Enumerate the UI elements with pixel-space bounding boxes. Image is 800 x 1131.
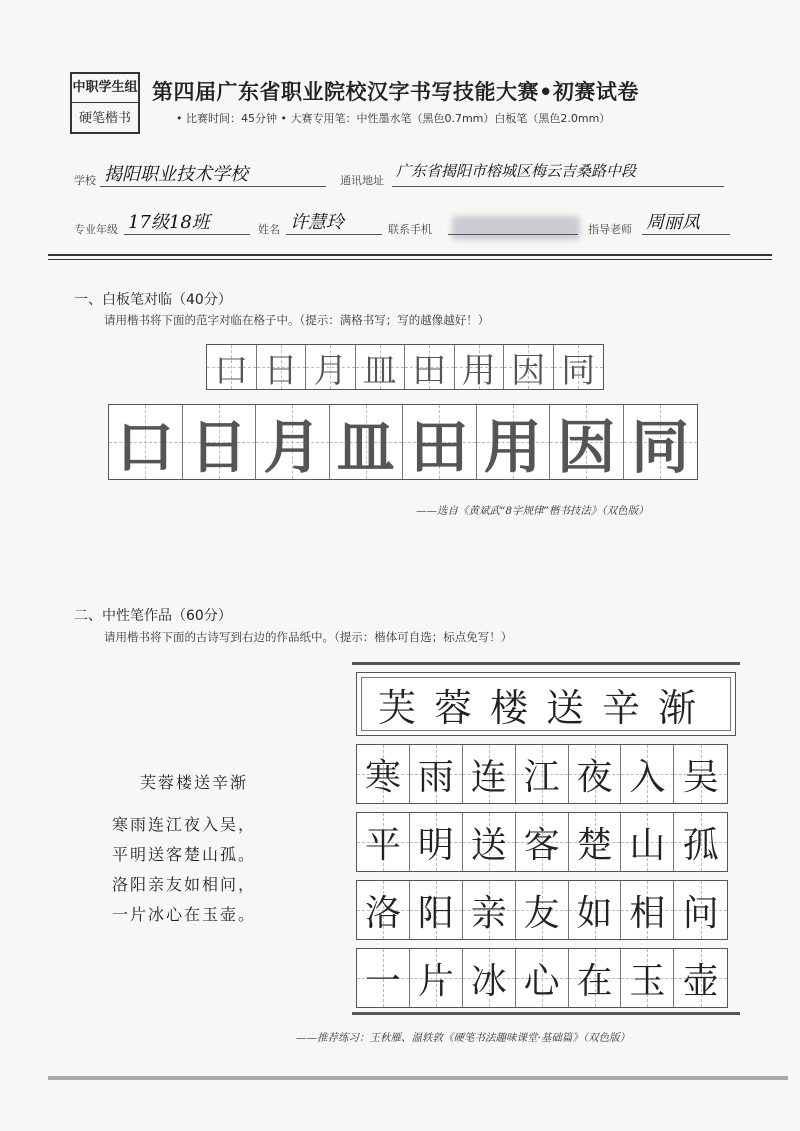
work-char-cell[interactable]: 明 — [410, 813, 463, 871]
phone-underline — [448, 234, 578, 235]
practice-char-cell[interactable]: 因 — [550, 405, 624, 479]
phone-redacted[interactable] — [452, 216, 580, 240]
badge-group-label: 中职学生组 — [72, 74, 138, 103]
section2-instruction: 请用楷书将下面的古诗写到右边的作品纸中。（提示：楷体可自选；标点免写！） — [104, 630, 513, 644]
work-char-cell[interactable]: 一 — [357, 949, 410, 1007]
work-char-cell[interactable]: 平 — [357, 813, 410, 871]
work-char-cell[interactable]: 吴 — [674, 745, 727, 803]
model-char-cell: 田 — [405, 345, 455, 389]
practice-char-cell[interactable]: 田 — [403, 405, 477, 479]
teacher-value[interactable]: 周丽凤 — [646, 212, 700, 233]
name-value[interactable]: 许慧玲 — [290, 212, 344, 233]
badge-style-label: 硬笔楷书 — [78, 111, 131, 126]
section2-credit: ——推荐练习：王秋雁、温轶敦《硬笔书法趣味课堂·基础篇》（双色版） — [296, 1032, 631, 1044]
model-char-cell: 皿 — [356, 345, 406, 389]
work-row-4[interactable] — [356, 948, 728, 1008]
practice-char-cell[interactable]: 同 — [624, 405, 698, 479]
work-char-cell[interactable]: 连 — [463, 745, 516, 803]
model-char-grid — [206, 344, 604, 390]
teacher-label: 指导老师 — [588, 223, 632, 236]
work-char-cell[interactable]: 壶 — [674, 949, 727, 1007]
work-char-cell[interactable]: 阳 — [410, 881, 463, 939]
work-row-3[interactable] — [356, 880, 728, 940]
work-char-cell[interactable]: 洛 — [357, 881, 410, 939]
work-char-cell[interactable]: 楚 — [569, 813, 622, 871]
header-divider-thin — [48, 259, 772, 260]
work-title-box[interactable] — [356, 672, 736, 736]
exam-title: 第四届广东省职业院校汉字书写技能大赛•初赛试卷 — [152, 80, 639, 104]
poem-title: 芙蓉楼送辛渐 — [140, 773, 249, 792]
name-underline — [286, 234, 382, 235]
grade-underline — [124, 234, 250, 235]
work-char-cell[interactable]: 孤 — [674, 813, 727, 871]
address-label: 通讯地址 — [340, 174, 384, 187]
work-row-2[interactable] — [356, 812, 728, 872]
work-char-cell[interactable]: 寒 — [357, 745, 410, 803]
school-value[interactable]: 揭阳职业技术学校 — [104, 164, 248, 185]
section1-heading: 一、白板笔对临（40分） — [74, 292, 232, 308]
practice-char-cell[interactable]: 皿 — [330, 405, 404, 479]
poem-line: 洛阳亲友如相问， — [112, 875, 257, 894]
teacher-underline — [642, 234, 730, 235]
work-char-cell[interactable]: 相 — [621, 881, 674, 939]
phone-label: 联系手机 — [388, 223, 432, 236]
address-value[interactable]: 广东省揭阳市榕城区梅云吉桑路中段 — [396, 162, 637, 180]
practice-char-cell[interactable]: 日 — [183, 405, 257, 479]
exam-subinfo: • 比赛时间：45分钟 • 大赛专用笔：中性墨水笔（黑色0.7mm）白板笔（黑色2.0mm） — [176, 112, 611, 125]
poem-line: 寒雨连江夜入吴， — [112, 815, 257, 834]
model-char-cell: 因 — [504, 345, 554, 389]
grade-label: 专业年级 — [74, 223, 118, 236]
model-char-cell: 日 — [257, 345, 307, 389]
work-char-cell[interactable]: 入 — [621, 745, 674, 803]
school-label: 学校 — [74, 174, 96, 187]
practice-char-grid[interactable] — [108, 404, 698, 480]
model-char-cell: 月 — [306, 345, 356, 389]
work-char-cell[interactable]: 雨 — [410, 745, 463, 803]
work-char-cell[interactable]: 送 — [463, 813, 516, 871]
work-char-cell[interactable]: 玉 — [621, 949, 674, 1007]
work-char-cell[interactable]: 江 — [516, 745, 569, 803]
work-title-text: 芙蓉楼送辛渐 — [377, 685, 714, 730]
model-char-cell: 口 — [207, 345, 257, 389]
work-char-cell[interactable]: 心 — [516, 949, 569, 1007]
practice-char-cell[interactable]: 用 — [477, 405, 551, 479]
work-paper-top-rule — [352, 662, 740, 665]
work-char-cell[interactable]: 问 — [674, 881, 727, 939]
header-divider — [48, 254, 772, 256]
work-char-cell[interactable]: 客 — [516, 813, 569, 871]
section1-instruction: 请用楷书将下面的范字对临在格子中。（提示：满格书写；写的越像越好！） — [104, 313, 490, 327]
poem-line: 平明送客楚山孤。 — [112, 845, 257, 864]
model-char-cell: 用 — [455, 345, 505, 389]
section1-credit: ——选自《黄斌武“8字规律”楷书技法》（双色版） — [416, 505, 649, 517]
model-char-cell: 同 — [554, 345, 604, 389]
practice-char-cell[interactable]: 月 — [256, 405, 330, 479]
page-bottom-rule — [48, 1076, 788, 1080]
address-underline — [392, 186, 724, 187]
work-char-cell[interactable]: 冰 — [463, 949, 516, 1007]
work-char-cell[interactable]: 片 — [410, 949, 463, 1007]
work-char-cell[interactable]: 在 — [569, 949, 622, 1007]
work-char-cell[interactable]: 山 — [621, 813, 674, 871]
work-char-cell[interactable]: 夜 — [569, 745, 622, 803]
section2-heading: 二、中性笔作品（60分） — [74, 608, 232, 624]
practice-char-cell[interactable]: 口 — [109, 405, 183, 479]
work-char-cell[interactable]: 如 — [569, 881, 622, 939]
work-char-cell[interactable]: 亲 — [463, 881, 516, 939]
grade-value[interactable]: 17级18班 — [128, 212, 210, 233]
school-underline — [100, 186, 326, 187]
poem-line: 一片冰心在玉壶。 — [112, 905, 257, 924]
work-char-cell[interactable]: 友 — [516, 881, 569, 939]
category-badge — [70, 72, 140, 134]
work-row-1[interactable] — [356, 744, 728, 804]
work-paper-bottom-rule — [352, 1012, 740, 1015]
name-label: 姓名 — [258, 223, 280, 236]
